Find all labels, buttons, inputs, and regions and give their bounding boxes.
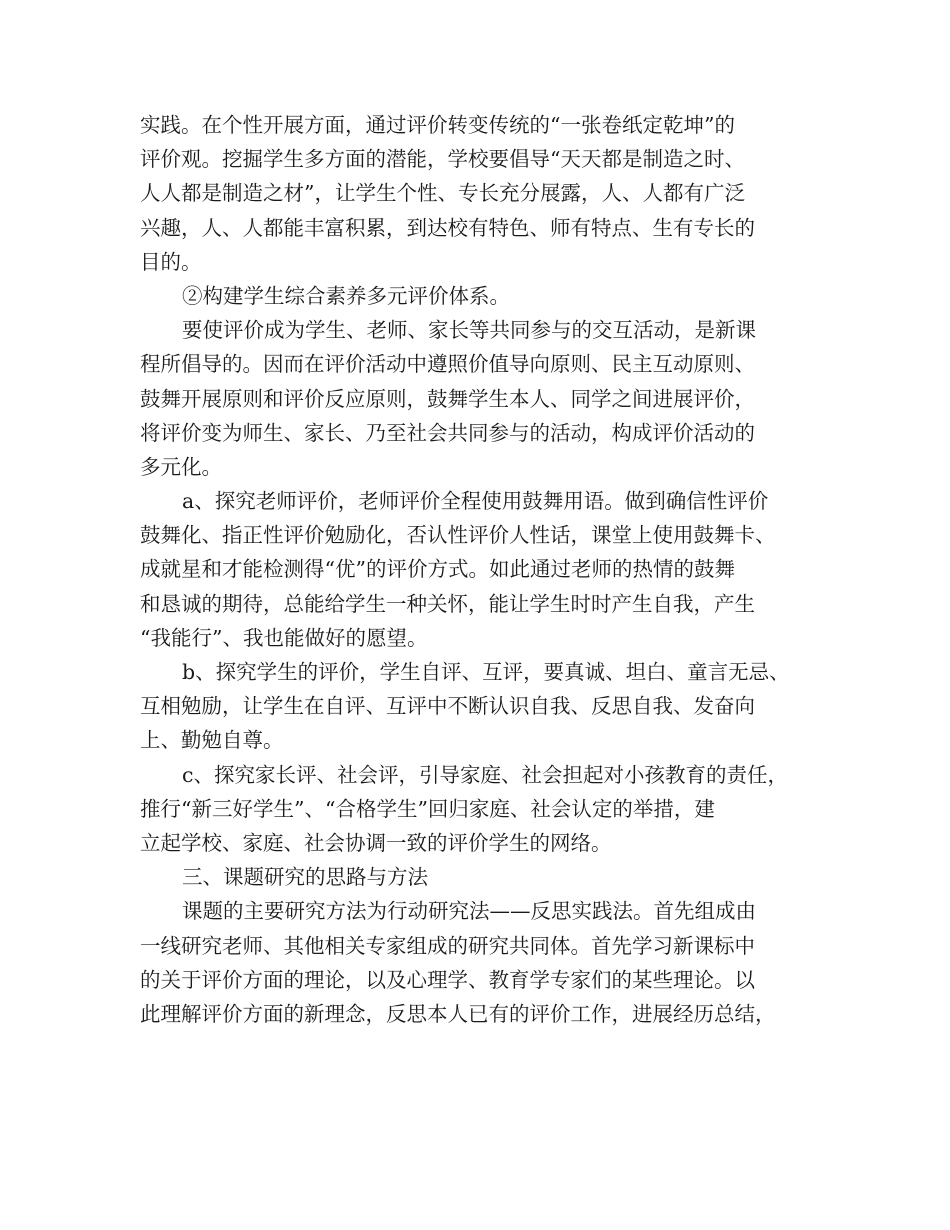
text-line: b、探究学生的评价，学生自评、互评，要真诚、坦白、童言无忌、 [182,660,790,684]
text-line: 此理解评价方面的新理念，反思本人已有的评价工作，进展经历总结， [140,1001,776,1026]
text-line: 的关于评价方面的理论，以及心理学、教育学专家们的某些理论。以 [140,967,755,992]
text-line: 上、勤勉自尊。 [140,728,284,753]
text-line: ②构建学生综合素养多元评价体系。 [182,283,510,308]
text-line: 人人都是制造之材”，让学生个性、专长充分展露，人、人都有广泛 [140,181,745,206]
text-line: 立起学校、家庭、社会协调一致的评价学生的网络。 [140,830,612,855]
text-line: 程所倡导的。因而在评价活动中遵照价值导向原则、民主互动原则、 [140,352,755,377]
text-line: 鼓舞开展原则和评价反应原则，鼓舞学生本人、同学之间进展评价， [140,386,755,411]
text-line: a、探究老师评价，老师评价全程使用鼓舞用语。做到确信性评价 [182,489,769,514]
text-line: 评价观。挖掘学生多方面的潜能，学校要倡导“天天都是制造之时、 [140,147,745,172]
text-line: 一线研究老师、其他相关专家组成的研究共同体。首先学习新课标中 [140,933,755,958]
text-line: 鼓舞化、指正性评价勉励化，否认性评价人性话，课堂上使用鼓舞卡、 [140,523,776,548]
text-line: 课题的主要研究方法为行动研究法——反思实践法。首先组成由 [182,899,756,924]
text-line: 推行“新三好学生”、“合格学生”回归家庭、社会认定的举措，建 [140,796,715,821]
text-line: 和恳诚的期待，总能给学生一种关怀，能让学生时时产生自我，产生 [140,591,755,616]
text-line: 互相勉励，让学生在自评、互评中不断认识自我、反思自我、发奋向 [140,694,755,719]
text-line: “我能行”、我也能做好的愿望。 [140,625,428,650]
document-body [140,108,830,1031]
text-line: 成就星和才能检测得“优”的评价方式。如此通过老师的热情的鼓舞 [140,557,735,582]
text-line: 将评价变为师生、家长、乃至社会共同参与的活动，构成评价活动的 [140,420,755,445]
text-line: c、探究家长评、社会评，引导家庭、社会担起对小孩教育的责任， [182,762,788,787]
text-line: 目的。 [140,249,202,274]
text-line: 要使评价成为学生、老师、家长等共同参与的交互活动，是新课 [182,318,756,343]
text-line: 三、课题研究的思路与方法 [182,865,428,890]
text-line: 多元化。 [140,454,222,479]
text-line: 兴趣，人、人都能丰富积累，到达校有特色、师有特点、生有专长的 [140,215,755,240]
text-line: 实践。在个性开展方面，通过评价转变传统的“一张卷纸定乾坤”的 [140,113,735,137]
